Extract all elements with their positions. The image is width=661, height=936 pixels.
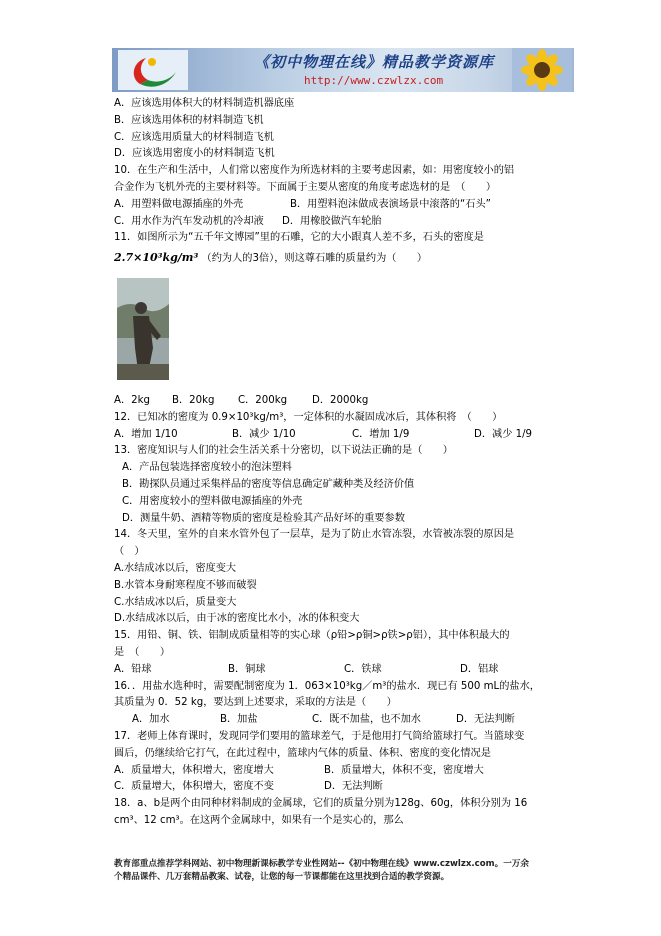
q10-options-row-2 [114,214,574,231]
footer-line-1: 教育部重点推荐学科网站、初中物理新课标教学专业性网站--《初中物理在线》www.czwlzx.com。一万余 [114,859,529,869]
page-footer [114,858,584,884]
q16-stem-2: 其质量为 0．52 kg，要达到上述要求，采取的方法是（ ） [114,697,397,709]
footer-line-2: 个精品课件、几万套精品教案、试卷，让您的每一节课都能在这里找到合适的教学资源。 [114,872,450,882]
q17-stem-2: 圆后，仍继续给它打气，在此过程中，篮球内气体的质量、体积、密度的变化情况是 [114,747,491,759]
q18-stem-1: 18．a、b是两个由同种材料制成的金属球，它们的质量分别为128g、60g，体积分别为 16 [114,798,528,810]
document-body [114,96,574,830]
q12-option-d: D．减少 1/9 [474,428,533,440]
q17-stem-1: 17．老师上体育课时，发现同学们要用的篮球差气，于是他用打气筒给篮球打气。当篮球变 [114,730,525,742]
q14-option-b: B.水管本身耐寒程度不够而破裂 [114,579,257,591]
q17-option-d: D．无法判断 [324,781,383,793]
q15-options [114,662,574,679]
q17-option-a: A．质量增大，体积增大，密度增大 [114,764,274,776]
q15-stem-1: 15．用铅、铜、铁、铝制成质量相等的实心球（ρ铅>ρ铜>ρ铁>ρ铝），其中体积最大的 [114,630,510,642]
q11-option-b: B．20kg [172,394,215,406]
q17-options-row-2 [114,779,574,796]
q16-options [114,712,574,729]
q9-option-a: A．应该选用体积大的材料制造机器底座 [114,98,295,109]
q17-options-row-1 [114,763,574,780]
q11-stem-2-line [114,247,574,268]
banner-title: 《初中物理在线》精品教学资源库 [254,53,495,71]
q15-option-c: C．铁球 [344,663,382,675]
q10-stem-2: 合金作为飞机外壳的主要材料等。下面属于主要从密度的角度考虑选材的是 （ ） [114,181,497,193]
q10-option-c: C．用水作为汽车发动机的冷却液 [114,215,264,227]
q9-option-c: C．应该选用质量大的材料制造飞机 [114,131,274,143]
q12-option-c: C．增加 1/9 [352,428,410,440]
q10-option-d: D．用橡胶做汽车轮胎 [282,215,382,227]
q11-option-d: D．2000kg [312,394,369,406]
q14-stem-2: （ ） [114,546,145,558]
q15-option-d: D．铝球 [460,663,499,675]
q18-stem-2: cm³、12 cm³。在这两个金属球中，如果有一个是实心的，那么 [114,814,404,826]
q14-option-d: D.水结成冰以后，由于冰的密度比水小，冰的体积变大 [114,613,360,625]
site-banner [112,48,574,92]
q11-option-c: C．200kg [238,394,288,406]
q12-stem: 12．已知冰的密度为 0.9×10³kg/m³，一定体积的水凝固成冰后，其体积将 （ ） [114,411,503,423]
q13-option-d: D．测量牛奶、酒精等物质的密度是检验其产品好坏的重要参数 [122,512,405,524]
q17-option-b: B．质量增大，体积不变，密度增大 [324,764,484,776]
q11-option-a: A．2kg [114,394,151,406]
q11-stem-2: （约为人的3倍），则这尊石雕的质量约为（ ） [201,253,428,265]
q12-option-a: A．增加 1/10 [114,428,178,440]
q14-stem-1: 14．冬天里，室外的自来水管外包了一层草，是为了防止水管冻裂，水管被冻裂的原因是 [114,529,515,541]
q15-option-b: B．铜球 [228,663,266,675]
q15-option-a: A．铅球 [114,663,152,675]
q9-option-d: D．应该选用密度小的材料制造飞机 [114,148,275,160]
q10-option-b: B．用塑料泡沫做成表演场景中滚落的“石头” [290,198,491,210]
q11-options [114,393,574,410]
q16-stem-1: 16．．用盐水选种时，需要配制密度为 1．063×10³kg／m³的盐水．现已有 500 mL的盐水， [114,680,540,692]
q12-options [114,427,574,444]
q14-option-a: A.水结成冰以后，密度变大 [114,562,237,574]
q14-option-c: C.水结成冰以后，质量变大 [114,596,237,608]
q13-option-a: A．产品包装选择密度较小的泡沫塑料 [122,462,292,474]
q16-option-c: C．既不加盐，也不加水 [312,714,421,726]
q10-options-row-1 [114,197,574,214]
q10-stem-1: 10．在生产和生活中，人们常以密度作为所选材料的主要考虑因素，如：用密度较小的铝 [114,165,515,177]
q16-option-a: A．加水 [132,714,170,726]
stone-statue-photo [117,278,169,380]
q16-option-b: B．加盐 [220,714,258,726]
q9-option-b: B．应该选用体积的材料制造飞机 [114,114,264,126]
q13-option-b: B．勘探队员通过采集样品的密度等信息确定矿藏种类及经济价值 [122,478,415,490]
q17-option-c: C．质量增大，体积增大，密度不变 [114,781,274,793]
q11-density-formula: 2.7×10³kg/m³ [114,251,199,265]
q13-stem: 13．密度知识与人们的社会生活关系十分密切，以下说法正确的是（ ） [114,445,453,457]
sunflower-icon [512,48,572,92]
q15-stem-2: 是 （ ） [114,646,171,658]
q16-option-d: D．无法判断 [456,714,515,726]
q13-option-c: C．用密度较小的塑料做电源插座的外壳 [122,495,303,507]
q11-stem-1: 11．如图所示为“五千年文博园”里的石雕，它的大小跟真人差不多，石头的密度是 [114,232,484,244]
site-logo-icon [118,50,188,90]
q10-option-a: A．用塑料做电源插座的外壳 [114,198,244,210]
q12-option-b: B．减少 1/10 [232,428,296,440]
banner-url[interactable]: http://www.czwlzx.com [304,74,444,87]
